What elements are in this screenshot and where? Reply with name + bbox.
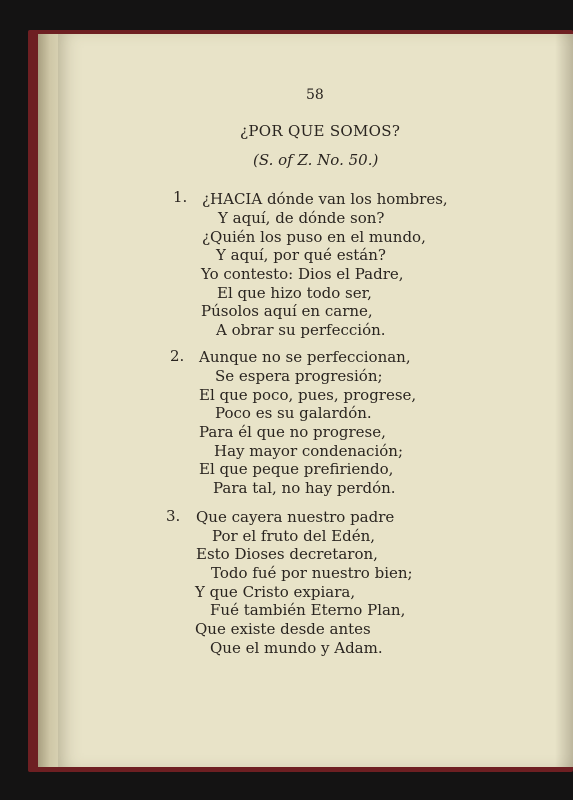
- stanza-number: 1.: [173, 188, 188, 206]
- verse-line: Para tal, no hay perdón.: [213, 479, 396, 497]
- verse-line: Poco es su galardón.: [215, 404, 372, 422]
- stanza-number: 3.: [166, 507, 181, 525]
- verse-line: Y aquí, de dónde son?: [218, 209, 385, 227]
- verse-line: ¿Quién los puso en el mundo,: [202, 228, 426, 246]
- stanza-number: 2.: [170, 347, 185, 365]
- verse-line: A obrar su perfección.: [216, 321, 386, 339]
- verse-line: El que hizo todo ser,: [217, 284, 372, 302]
- verse-line: Que el mundo y Adam.: [210, 639, 383, 657]
- verse-line: Aunque no se perfeccionan,: [199, 348, 411, 366]
- verse-line: Esto Dioses decretaron,: [196, 545, 378, 563]
- verse-line: Hay mayor condenación;: [214, 442, 403, 460]
- hymn-title: ¿POR QUE SOMOS?: [240, 122, 401, 140]
- verse-line: El que peque prefiriendo,: [199, 460, 394, 478]
- verse-line: Yo contesto: Dios el Padre,: [201, 265, 404, 283]
- verse-line: Y que Cristo expiara,: [195, 583, 356, 601]
- verse-line: Que existe desde antes: [195, 620, 371, 638]
- verse-line: ¿HACIA dónde van los hombres,: [202, 190, 448, 208]
- verse-line: Fué también Eterno Plan,: [210, 601, 406, 619]
- verse-line: Púsolos aquí en carne,: [201, 302, 373, 320]
- verse-line: Se espera progresión;: [215, 367, 383, 385]
- page-gutter-shadow: [555, 34, 573, 767]
- verse-line: El que poco, pues, progrese,: [199, 386, 417, 404]
- verse-line: Para él que no progrese,: [199, 423, 386, 441]
- verse-line: Y aquí, por qué están?: [216, 246, 386, 264]
- verse-line: Que cayera nuestro padre: [196, 508, 395, 526]
- verse-line: Por el fruto del Edén,: [212, 527, 376, 545]
- hymn-subtitle: (S. of Z. No. 50.): [253, 151, 379, 169]
- page-number: 58: [306, 87, 324, 103]
- verse-line: Todo fué por nuestro bien;: [211, 564, 413, 582]
